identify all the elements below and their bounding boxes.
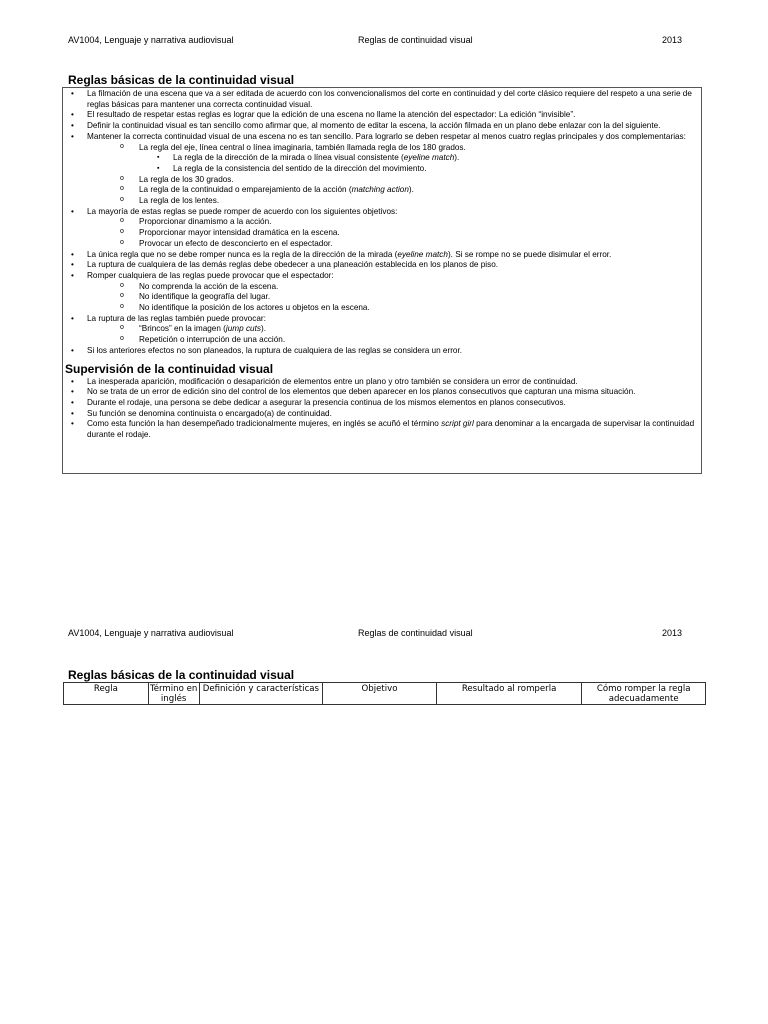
column-header: Objetivo [323,683,437,704]
list-item: o Repetición o interrupción de una acción. [87,335,698,346]
section-title: Reglas básicas de la continuidad visual [68,73,295,87]
list-item: • La ruptura de las reglas también puede provocar: [87,314,698,325]
page-header [68,34,682,46]
list-item: o La regla de la continuidad o emparejamiento de la acción (matching action). [87,185,698,196]
column-header: Cómo romper la regla adecuadamente [596,684,691,704]
list-item: • La mayoría de estas reglas se puede romper de acuerdo con los siguientes objetivos: [87,207,698,218]
document-topic: Reglas de continuidad visual [358,35,473,45]
column-header: Definición y características [200,683,324,704]
rules-table-header [63,682,706,705]
column-header: Término en inglés [149,683,200,704]
list-item: o Proporcionar dinamismo a la acción. [87,217,698,228]
list-item: o No comprenda la acción de la escena. [87,282,698,293]
rules-list [87,89,698,357]
list-item: • Mantener la correcta continuidad visual de una escena no es tan sencillo. Para lograrlo se deben respetar al menos cuatro reglas principales y dos complementarias: [87,132,698,143]
list-item: • El resultado de respetar estas reglas es lograr que la edición de una escena no llame la atención del espectador: La edición “invisible”. [87,110,698,121]
list-item: • La filmación de una escena que va a ser editada de acuerdo con los convencionalismos del corte en continuidad y del corte clásico requiere del respeto a una serie de reglas básicas para mantener una correcta continuidad visual. [87,89,698,110]
list-item: • La única regla que no se debe romper nunca es la regla de la dirección de la mirada (eyeline match). Si se rompe no se puede disimular el error. [87,250,698,261]
list-item: • La ruptura de cualquiera de las demás reglas debe obedecer a una planeación establecida en los planos de piso. [87,260,698,271]
list-item: o La regla de los lentes. [87,196,698,207]
document-year: 2013 [661,628,682,638]
list-item: o No identifique la geografía del lugar. [87,292,698,303]
document-year: 2013 [661,35,682,45]
course-name: AV1004, Lenguaje y narrativa audiovisual [68,35,234,45]
list-item: • Romper cualquiera de las reglas puede provocar que el espectador: [87,271,698,282]
column-header: Regla [64,683,149,704]
list-item: o La regla del eje, línea central o línea imaginaria, también llamada regla de los 180 grados. [87,143,698,154]
page-header [68,627,682,639]
list-item: • Durante el rodaje, una persona se debe dedicar a asegurar la presencia continua de los mismos elementos en planos consecutivos. [87,398,698,409]
column-header: Resultado al romperla [437,683,583,704]
list-item: o No identifique la posición de los actores u objetos en la escena. [87,303,698,314]
list-item: • Si los anteriores efectos no son planeados, la ruptura de cualquiera de las reglas se considera un error. [87,346,698,357]
list-item: ▪ La regla de la dirección de la mirada o línea visual consistente (eyeline match). [87,153,698,164]
content-box [62,87,702,474]
list-item: • Definir la continuidad visual es tan sencillo como afirmar que, al momento de editar la escena, la acción filmada en un plano debe enlazar con la del siguiente. [87,121,698,132]
list-item: o Provocar un efecto de desconcierto en el espectador. [87,239,698,250]
section-title: Reglas básicas de la continuidad visual [68,668,295,682]
list-item: • Su función se denomina continuista o encargado(a) de continuidad. [87,409,698,420]
list-item: • No se trata de un error de edición sino del control de los elementos que deben aparecer en los planos consecutivos que capturan una misma situación. [87,387,698,398]
list-item: ▪ La regla de la consistencia del sentido de la dirección del movimiento. [87,164,698,175]
list-item: • Como esta función la han desempeñado tradicionalmente mujeres, en inglés se acuñó el término script girl para denominar a la encargada de supervisar la continuidad durante el rodaje. [87,419,698,440]
document-topic: Reglas de continuidad visual [358,628,473,638]
list-item: o “Brincos” en la imagen (jump cuts). [87,324,698,335]
list-item: o Proporcionar mayor intensidad dramática en la escena. [87,228,698,239]
supervision-list [87,377,698,441]
subsection-title: Supervisión de la continuidad visual [65,361,274,376]
course-name: AV1004, Lenguaje y narrativa audiovisual [68,628,234,638]
list-item: o La regla de los 30 grados. [87,175,698,186]
list-item: • La inesperada aparición, modificación o desaparición de elementos entre un plano y otro también se considera un error de continuidad. [87,377,698,388]
